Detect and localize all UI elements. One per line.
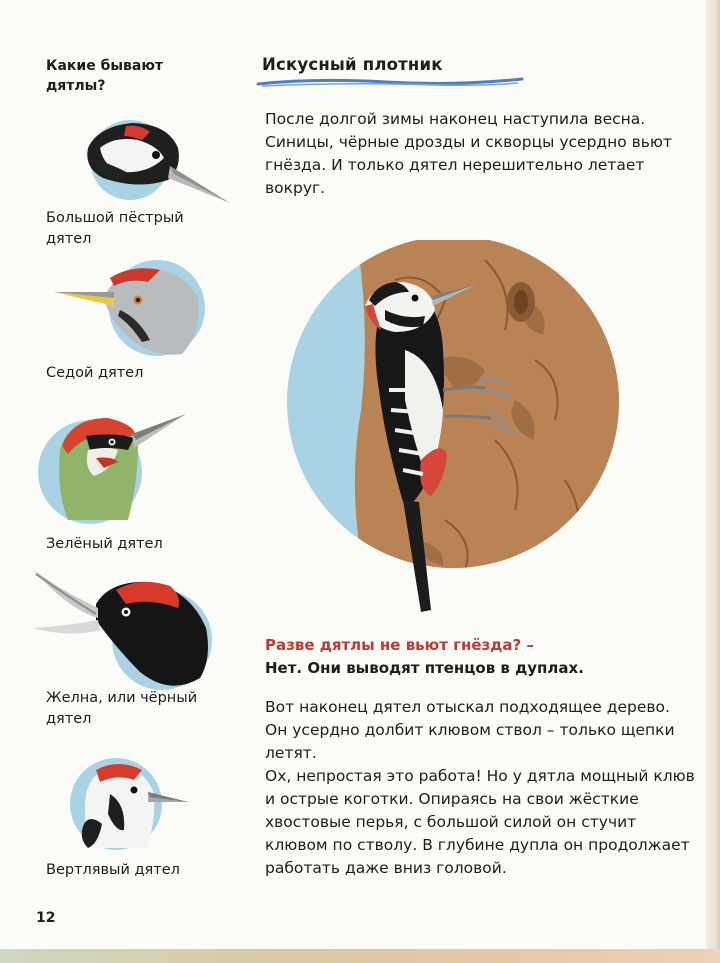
- green-woodpecker-illustration: [38, 410, 188, 525]
- article-title: Искусный плотник: [262, 55, 443, 74]
- question-text: Разве дятлы не вьют гнёзда? –: [265, 636, 534, 654]
- bird-caption-black: Желна, или чёрный дятел: [46, 690, 198, 727]
- great-spotted-woodpecker-illustration: [78, 118, 233, 208]
- wryneck-woodpecker-illustration: [62, 754, 192, 854]
- bottom-decor-strip: [0, 949, 720, 963]
- woodpecker-on-tree-illustration: [285, 240, 630, 620]
- page-edge: [706, 0, 720, 963]
- bird-caption-grey-headed: Седой дятел: [46, 365, 144, 381]
- bird-caption-green: Зелёный дятел: [46, 536, 163, 552]
- answer-text: Нет. Они выводят птенцов в дуплах.: [265, 659, 584, 677]
- grey-headed-woodpecker-illustration: [52, 258, 207, 363]
- title-underline: [256, 76, 526, 90]
- sidebar-heading: Какие бывают дятлы?: [46, 58, 164, 94]
- page-number: 12: [36, 910, 56, 926]
- article-body-1: Вот наконец дятел отыскал подходящее дерево. Он усердно долбит клювом ствол – только щепки летят.: [265, 698, 675, 762]
- bird-caption-wryneck: Вертлявый дятел: [46, 862, 180, 878]
- bird-caption-great-spotted: Большой пёстрый дятел: [46, 210, 184, 247]
- black-woodpecker-illustration: [30, 568, 215, 703]
- article-intro: После долгой зимы наконец наступила весна. Синицы, чёрные дрозды и скворцы усердно вьют гнёзда. И только дятел нерешительно летает вокруг.: [265, 110, 673, 197]
- article-body-2: Ох, непростая это работа! Но у дятла мощный клюв и острые коготки. Опираясь на свои жёсткие хвостовые перья, с большой силой он стучит клювом по стволу. В глубине дупла он продолжает работать даже вниз головой.: [265, 767, 695, 877]
